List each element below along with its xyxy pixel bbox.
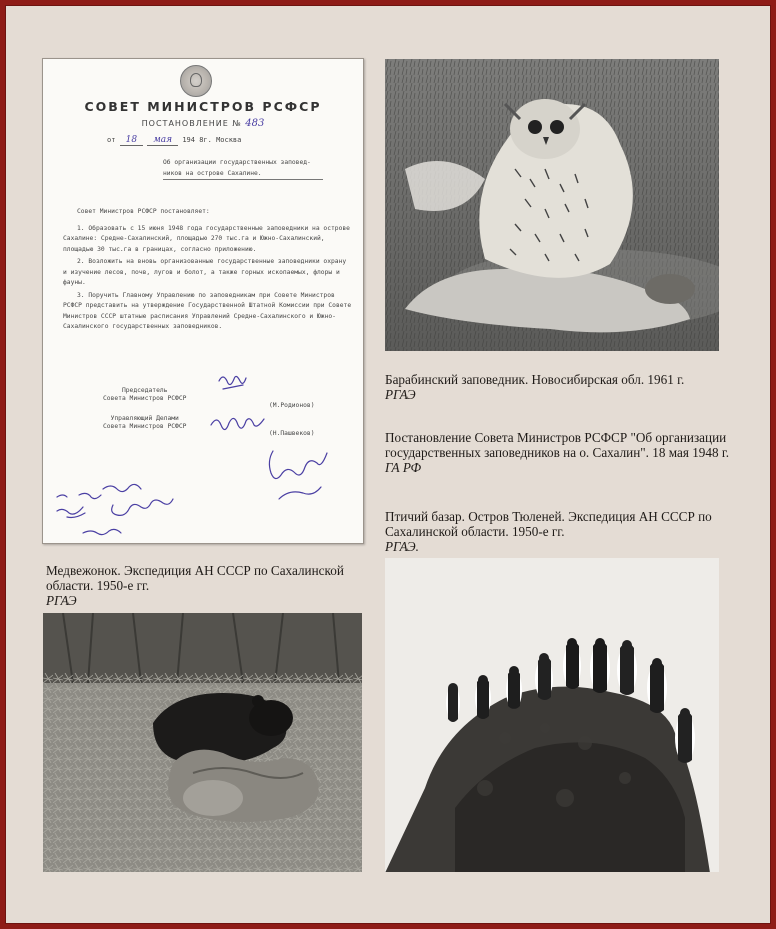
decree-document bbox=[42, 58, 364, 544]
decree-caption-source: ГА РФ bbox=[385, 460, 422, 475]
handwritten-signatures bbox=[43, 59, 363, 543]
decree-item-1: 1. Образовать с 15 июня 1948 года государственные заповедники на острове Сахалине: Средне-Сахалинский, площадью 270 тыс.га и Южно-Сахалинский, площадью 30 тыс.га в границах, согласно приложению. bbox=[63, 224, 350, 253]
date-month: мая bbox=[147, 135, 178, 146]
manager-title-2: Совета Министров РСФСР bbox=[103, 423, 187, 430]
owl-caption bbox=[385, 372, 725, 402]
birds-caption-source: РГАЭ. bbox=[385, 539, 419, 554]
chair-title-2: Совета Министров РСФСР bbox=[103, 395, 187, 402]
decree-caption bbox=[385, 430, 730, 475]
chair-name: (М.Родионов) bbox=[269, 402, 315, 409]
decree-caption-text: Постановление Совета Министров РСФСР "Об организации государственных заповедников на о. Сахалин". 18 мая 1948 г. bbox=[385, 430, 730, 460]
date-suffix: г. Москва bbox=[203, 136, 242, 144]
page bbox=[5, 5, 771, 924]
manager-title-1: Управляющий Делами bbox=[110, 415, 179, 422]
decree-item-2: 2. Возложить на вновь организованные государственные заповедники охрану и изучение лесов, почв, лугов и болот, а также горных ископаемых, флоры и фауны. bbox=[63, 258, 347, 286]
chair-title-1: Председатель bbox=[121, 387, 168, 394]
bear-cub-photo bbox=[43, 613, 362, 872]
decree-number: 483 bbox=[245, 118, 265, 129]
decree-label: ПОСТАНОВЛЕНИЕ № bbox=[141, 119, 242, 128]
bear-caption-text: Медвежонок. Экспедиция АН СССР по Сахалинской области. 1950-е гг. bbox=[46, 563, 344, 593]
owl-caption-source: РГАЭ bbox=[385, 387, 416, 402]
subject-line-1: Об организации государственных заповед- bbox=[163, 159, 311, 166]
bear-caption-source: РГАЭ bbox=[46, 593, 77, 608]
decree-item-3: 3. Поручить Главному Управлению по заповедникам при Совете Министров РСФСР представить на утверждение Государственной Штатной Комиссии при Совете Министров СССР штатные расписания Управлений Средне-Сахалинского и Южно-Сахалинского государственных заповедников. bbox=[63, 291, 352, 330]
owl-photo bbox=[385, 59, 719, 351]
date-prefix: от bbox=[107, 136, 116, 144]
birds-caption bbox=[385, 509, 730, 554]
decree-preamble: Совет Министров РСФСР постановляет: bbox=[77, 208, 210, 215]
bird-colony-photo bbox=[385, 558, 719, 872]
document-title: СОВЕТ МИНИСТРОВ РСФСР bbox=[84, 99, 322, 114]
date-year: 194 8 bbox=[182, 136, 204, 144]
manager-name: (Н.Пашвеков) bbox=[269, 430, 315, 437]
subject-line-2: ников на острове Сахалине. bbox=[163, 169, 262, 177]
date-day: 18 bbox=[120, 135, 143, 146]
birds-caption-text: Птичий базар. Остров Тюленей. Экспедиция АН СССР по Сахалинской области. 1950-е гг. bbox=[385, 509, 712, 539]
owl-caption-text: Барабинский заповедник. Новосибирская обл. 1961 г. bbox=[385, 372, 685, 387]
bear-caption bbox=[46, 563, 356, 608]
